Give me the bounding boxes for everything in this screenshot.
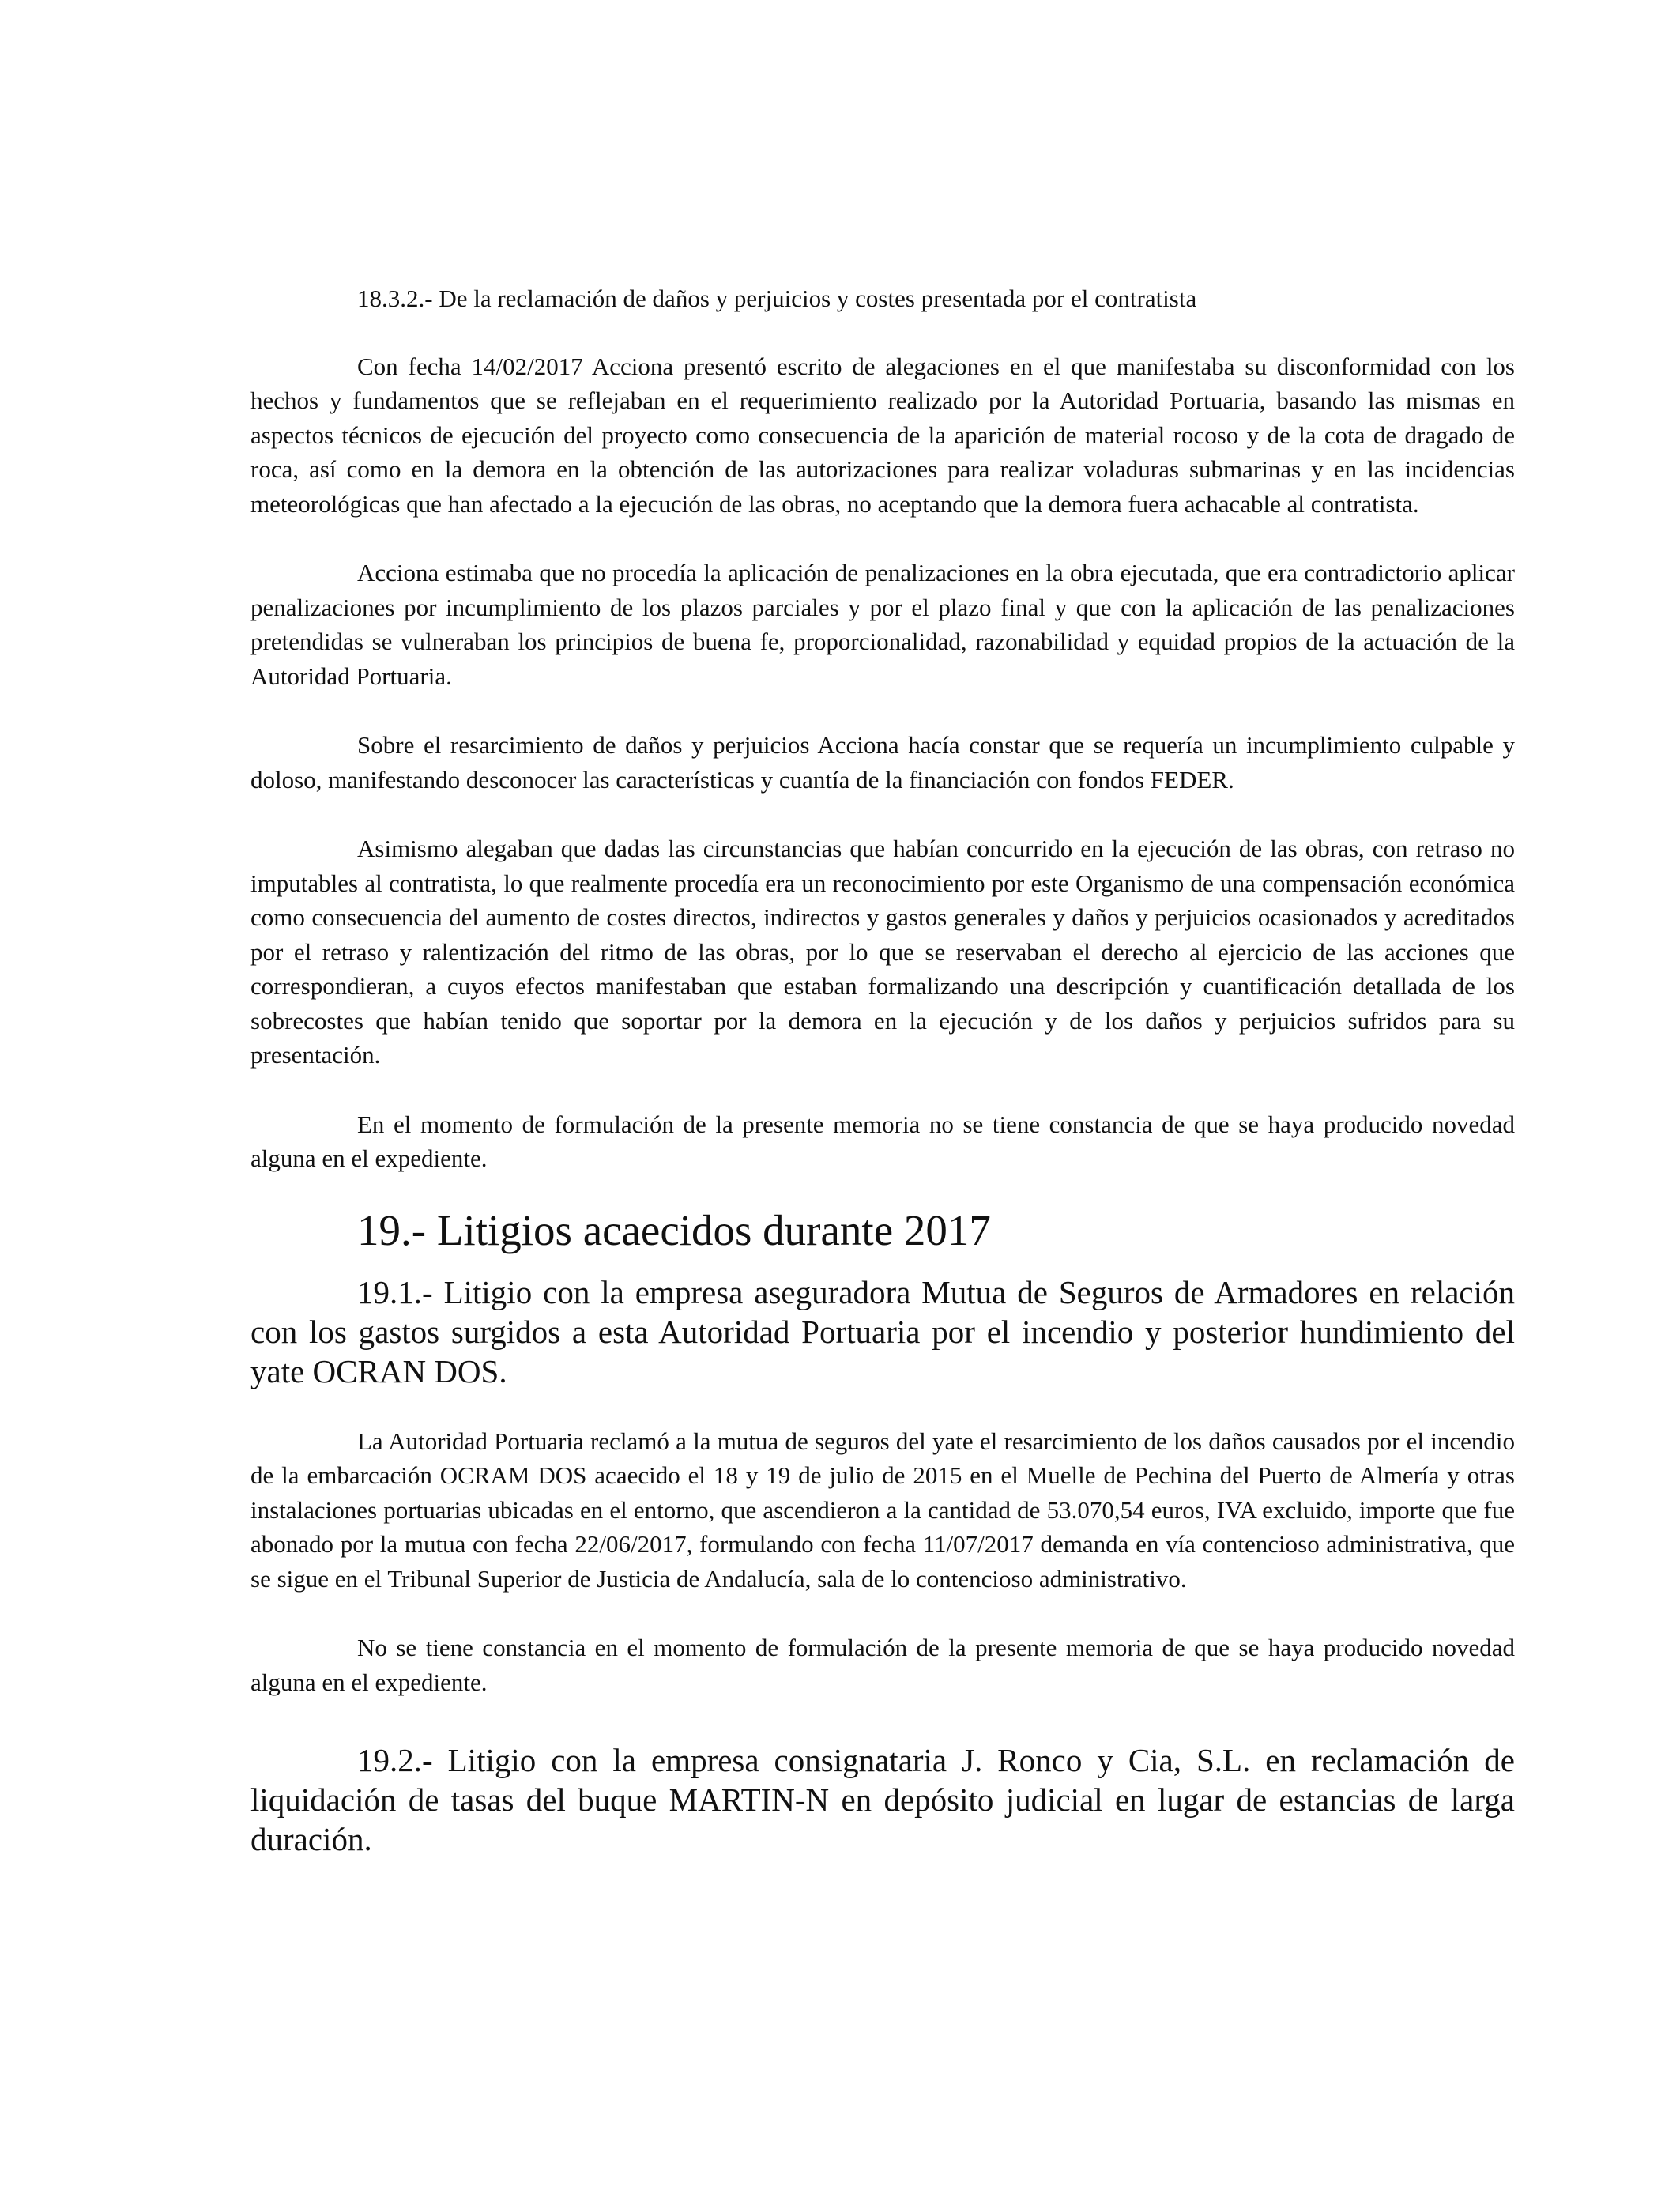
paragraph-18-3-2-2: Acciona estimaba que no procedía la aplicación de penalizaciones en la obra ejecutada, que era contradictorio aplicar penalizaciones por incumplimiento de los plazos parciales y por el plazo final y que con la aplicación de las penalizaciones pretendidas se vulneraban los principios de buena fe, proporcionalidad, razonabilidad y equidad propios de la actuación de la Autoridad Portuaria. — [250, 559, 1515, 690]
section-18-3-2-title: 18.3.2.- De la reclamación de daños y perjuicios y costes presentada por el contratista — [357, 285, 1197, 312]
paragraph-18-3-2-4: Asimismo alegaban que dadas las circunstancias que habían concurrido en la ejecución de las obras, con retraso no imputables al contratista, lo que realmente procedía era un reconocimiento por este Organismo de una compensación económica como consecuencia del aumento de costes directos, indirectos y gastos generales y daños y perjuicios ocasionados y acreditados por el retraso y ralentización del ritmo de las obras, por lo que se reservaban el derecho al ejercicio de las acciones que correspondieran, a cuyos efectos manifestaban que estaban formalizando una descripción y cuantificación detallada de los sobrecostes que habían tenido que soportar por la demora en la ejecución y de los daños y perjuicios sufridos para su presentación. — [250, 835, 1515, 1069]
section-19-2-title: 19.2.- Litigio con la empresa consignataria J. Ronco y Cia, S.L. en reclamación de liquidación de tasas del buque MARTIN-N en depósito judicial en lugar de estancias de larga duración. — [250, 1742, 1515, 1857]
paragraph-19-1-2: No se tiene constancia en el momento de formulación de la presente memoria de que se haya producido novedad alguna en el expediente. — [250, 1634, 1515, 1696]
section-19-1-title: 19.1.- Litigio con la empresa aseguradora Mutua de Seguros de Armadores en relación con los gastos surgidos a esta Autoridad Portuaria por el incendio y posterior hundimiento del yate OCRAN DOS. — [250, 1273, 1515, 1389]
paragraph-18-3-2-3: Sobre el resarcimiento de daños y perjuicios Acciona hacía constar que se requería un incumplimiento culpable y doloso, manifestando desconocer las características y cuantía de la financiación con fondos FEDER. — [250, 731, 1515, 794]
document-page — [250, 281, 1515, 1859]
paragraph-19-1-1: La Autoridad Portuaria reclamó a la mutua de seguros del yate el resarcimiento de los daños causados por el incendio de la embarcación OCRAM DOS acaecido el 18 y 19 de julio de 2015 en el Muelle de Pechina del Puerto de Almería y otras instalaciones portuarias ubicadas en el entorno, que ascendieron a la cantidad de 53.070,54 euros, IVA excluido, importe que fue abonado por la mutua con fecha 22/06/2017, formulando con fecha 11/07/2017 demanda en vía contencioso administrativa, que se sigue en el Tribunal Superior de Justicia de Andalucía, sala de lo contencioso administrativo. — [250, 1427, 1515, 1593]
section-19-title: 19.- Litigios acaecidos durante 2017 — [357, 1205, 991, 1254]
paragraph-18-3-2-5: En el momento de formulación de la presente memoria no se tiene constancia de que se haya producido novedad alguna en el expediente. — [250, 1110, 1515, 1172]
paragraph-18-3-2-1: Con fecha 14/02/2017 Acciona presentó escrito de alegaciones en el que manifestaba su disconformidad con los hechos y fundamentos que se reflejaban en el requerimiento realizado por la Autoridad Portuaria, basando las mismas en aspectos técnicos de ejecución del proyecto como consecuencia de la aparición de material rocoso y de la cota de dragado de roca, así como en la demora en la obtención de las autorizaciones para realizar voladuras submarinas y en las incidencias meteorológicas que han afectado a la ejecución de las obras, no aceptando que la demora fuera achacable al contratista. — [250, 352, 1515, 518]
